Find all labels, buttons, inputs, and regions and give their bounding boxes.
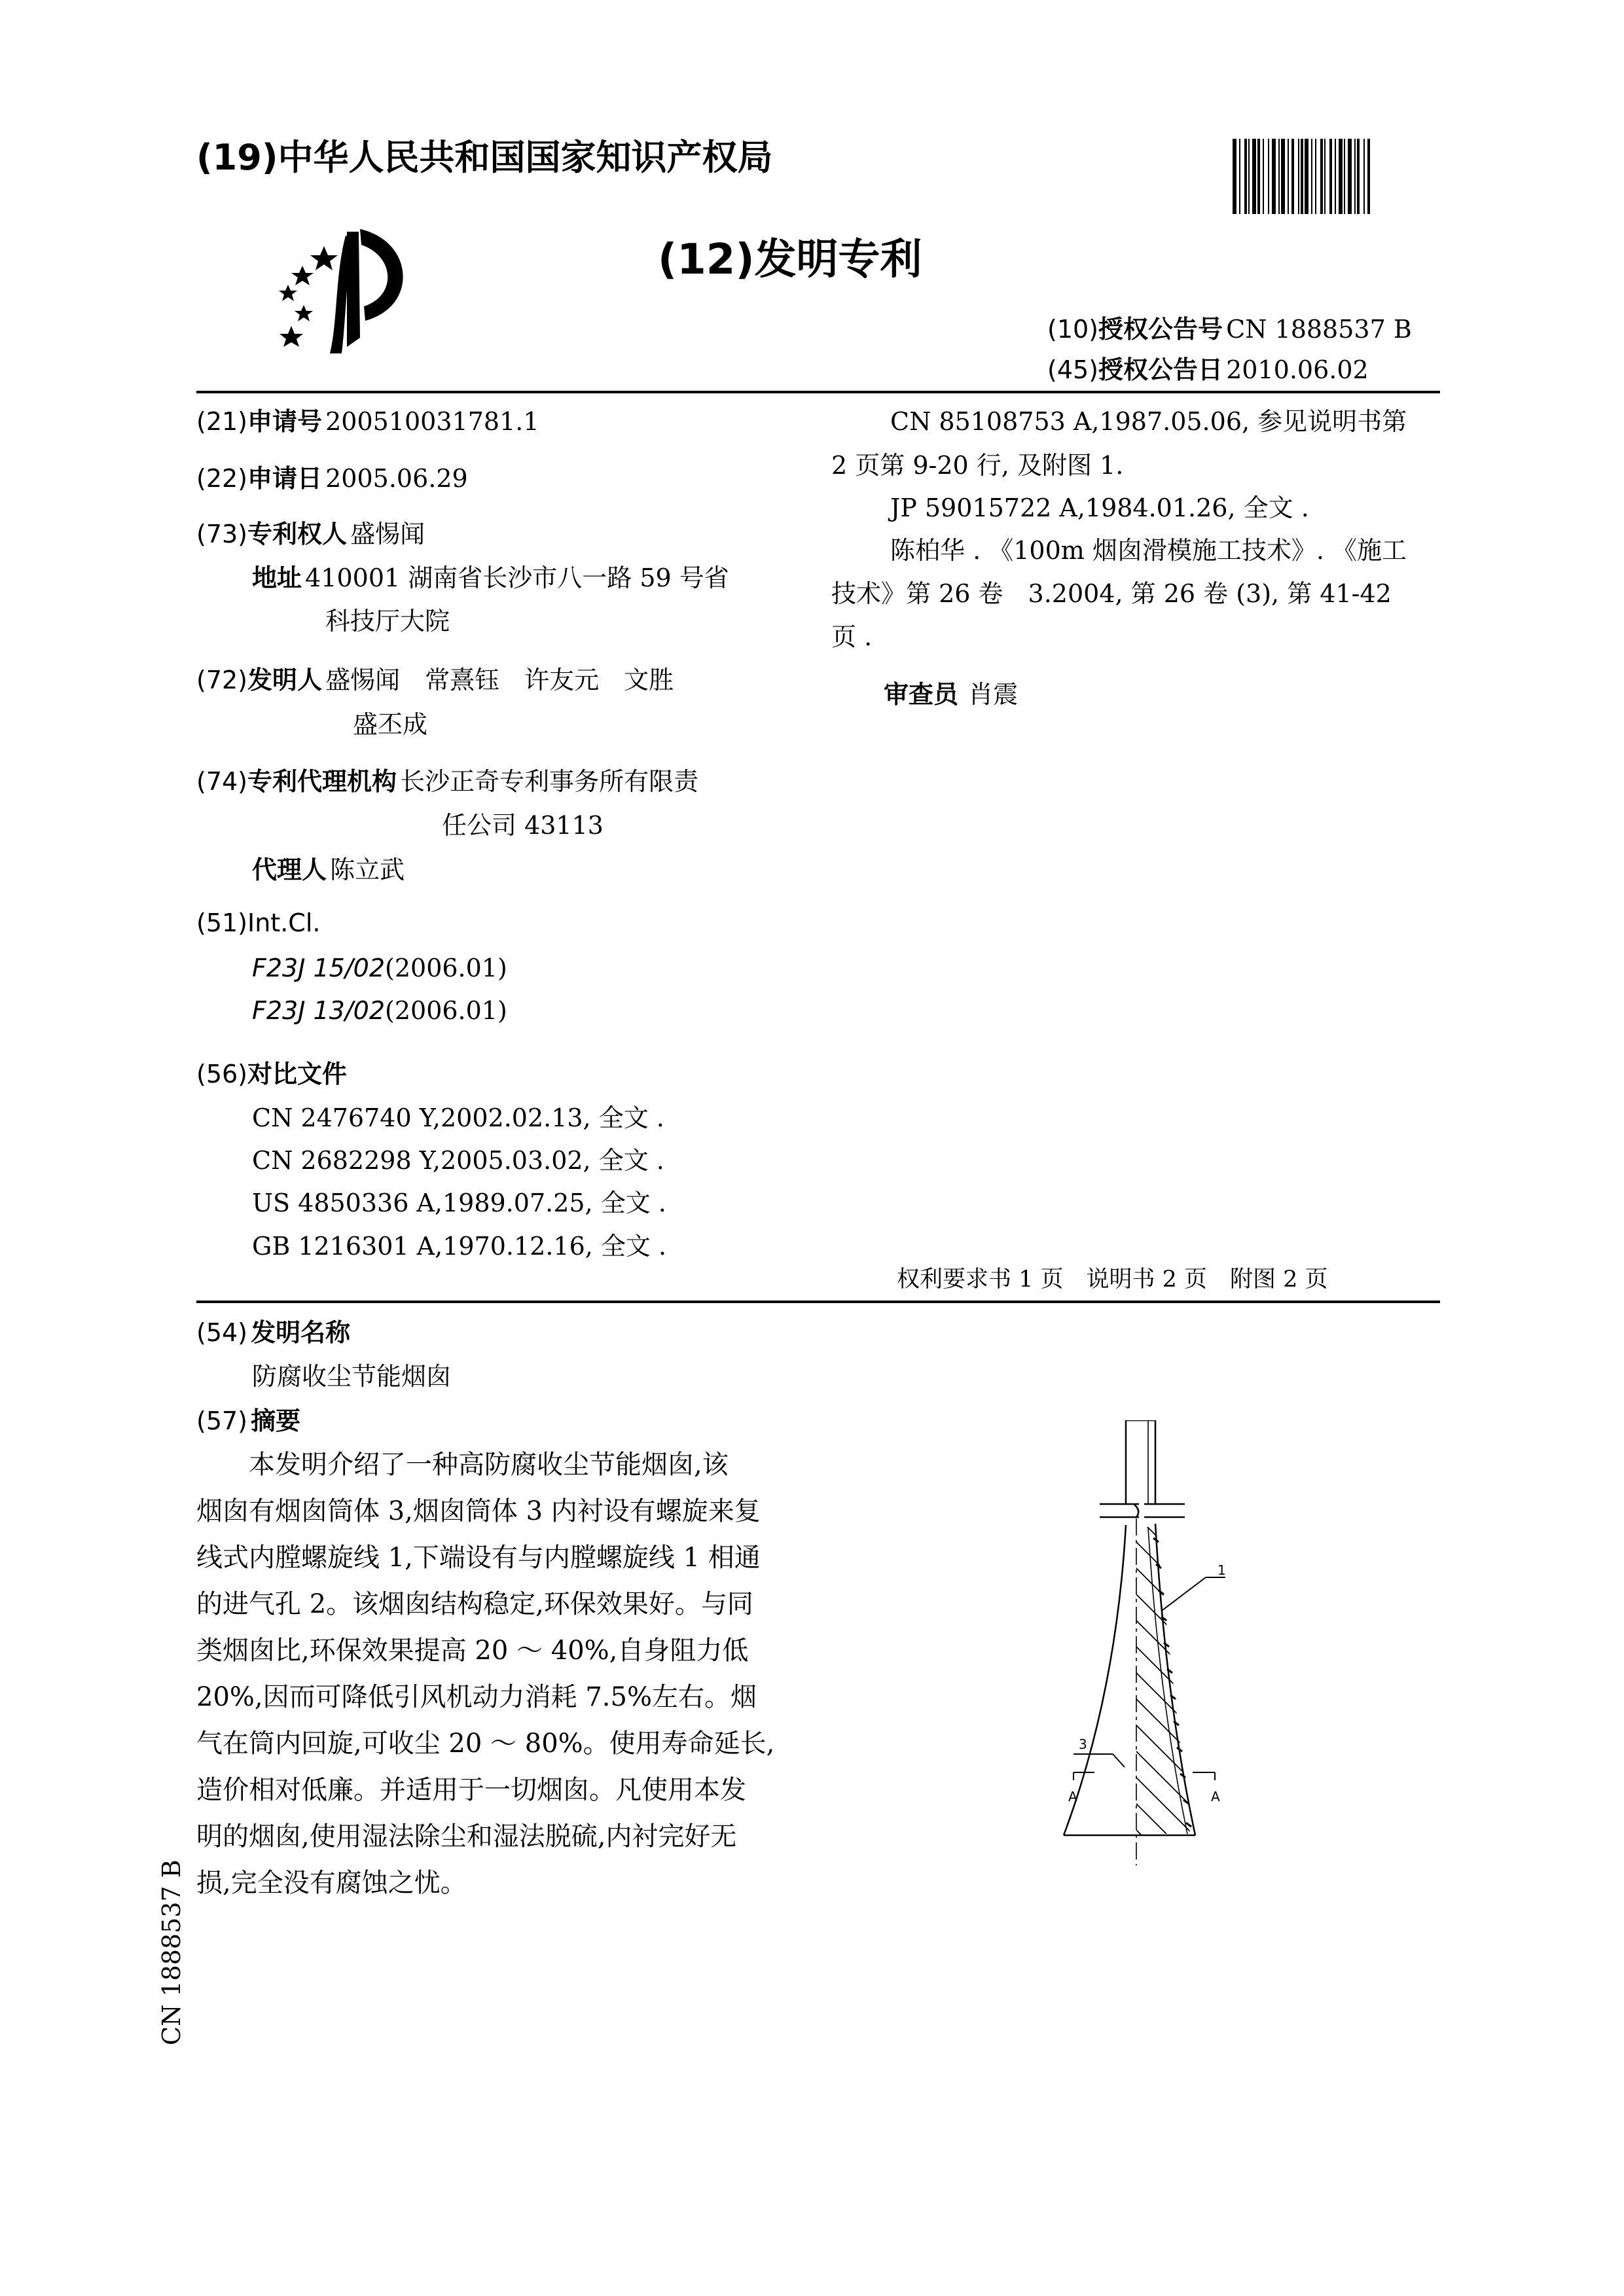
field-code: (21) [196, 407, 248, 436]
field-label: 发明名称 [251, 1318, 351, 1347]
page-counts: 权利要求书 1 页 说明书 2 页 附图 2 页 [897, 1266, 1328, 1293]
field-code: (72) [196, 666, 248, 694]
field-code: (22) [196, 464, 248, 493]
barcode [1233, 139, 1442, 214]
abstract-heading [196, 1401, 300, 1437]
field-label: 摘要 [251, 1407, 301, 1435]
abstract-line: 类烟囱比,环保效果提高 20 ～ 40%,自身阻力低 [196, 1636, 749, 1666]
field-code: (74) [196, 767, 248, 796]
doc-type [658, 226, 922, 286]
cited-reference: GB 1216301 A,1970.12.16, 全文 . [252, 1232, 667, 1261]
cited-reference-continued: 陈柏华 . 《100m 烟囱滑模施工技术》. 《施工 [890, 536, 1407, 565]
header-divider [196, 391, 1440, 393]
ipc-class-version: (2006.01) [385, 954, 507, 982]
field-value: 长沙正奇专利事务所有限责 [400, 767, 699, 796]
cited-reference: US 4850336 A,1989.07.25, 全文 . [252, 1189, 666, 1217]
field-label: 授权公告日 [1098, 355, 1223, 384]
cited-reference-continued: 技术》第 26 卷 3.2004, 第 26 卷 (3), 第 41-42 [831, 579, 1392, 608]
field-label: 申请号 [247, 407, 323, 436]
abstract-line: 20%,因而可降低引风机动力消耗 7.5%左右。烟 [196, 1682, 757, 1712]
field-label: 授权公告号 [1098, 315, 1223, 344]
cited-references-heading [196, 1054, 347, 1090]
abstract-line: 造价相对低廉。并适用于一切烟囱。凡使用本发 [196, 1775, 746, 1805]
field-label: 地址 [252, 564, 302, 592]
application-date [196, 458, 468, 494]
cited-reference-continued: 2 页第 9-20 行, 及附图 1. [831, 451, 1124, 480]
grant-pub-no-value: CN 1888537 B [1226, 315, 1412, 344]
ipc-class-version: (2006.01) [385, 996, 507, 1025]
doc-type-label: 发明专利 [754, 236, 922, 284]
abstract-line: 的进气孔 2。该烟囱结构稳定,环保效果好。与同 [196, 1589, 753, 1619]
abstract-line: 线式内膛螺旋线 1,下端设有与内膛螺旋线 1 相通 [196, 1543, 761, 1573]
field-code: (54) [196, 1318, 248, 1347]
cnipa-logo [262, 223, 419, 353]
patentee [196, 514, 425, 550]
patent-agency [196, 761, 698, 797]
title-heading [196, 1312, 350, 1348]
doc-type-code: (12) [658, 236, 755, 284]
field-label: 代理人 [252, 855, 327, 884]
abstract-line: 气在筒内回旋,可收尘 20 ～ 80%。使用寿命延长, [196, 1729, 775, 1759]
inventors-line-2: 盛丕成 [353, 710, 428, 739]
ipc-class [252, 954, 507, 982]
field-code: (73) [196, 520, 248, 548]
side-publication-number: CN 1888537 B [157, 1859, 186, 2045]
field-value: 410001 湖南省长沙市八一路 59 号省 [305, 564, 729, 592]
agent [252, 850, 405, 886]
grant-pub-no [1047, 309, 1412, 345]
field-value: 200510031781.1 [325, 407, 539, 436]
abstract-text [196, 1442, 774, 1907]
field-value: 陈立武 [330, 855, 405, 884]
cited-reference: CN 2476740 Y,2002.02.13, 全文 . [252, 1103, 664, 1132]
field-value: 2005.06.29 [325, 464, 468, 493]
field-label: 专利代理机构 [247, 767, 397, 796]
grant-date-value: 2010.06.02 [1226, 355, 1369, 384]
section-mark-right: A [1211, 1789, 1220, 1804]
field-value: 盛惕闻 [350, 520, 425, 548]
abstract-line: 本发明介绍了一种高防腐收尘节能烟囱,该 [249, 1450, 729, 1480]
examiner [884, 674, 1018, 710]
abstract-line: 明的烟囱,使用湿法除尘和湿法脱硫,内衬完好无 [196, 1821, 737, 1852]
cited-reference-continued: JP 59015722 A,1984.01.26, 全文 . [890, 493, 1309, 522]
ipc-class-code: F23J 13/02 [252, 996, 386, 1025]
field-code: (56) [196, 1060, 248, 1088]
field-label: 申请日 [247, 464, 323, 493]
section-divider [196, 1300, 1440, 1303]
cited-reference: CN 2682298 Y,2005.03.02, 全文 . [252, 1146, 664, 1175]
chimney-figure [1008, 1420, 1283, 1865]
address-line-2: 科技厅大院 [325, 607, 450, 636]
office-code: (19) [196, 137, 278, 178]
abstract-line: 损,完全没有腐蚀之忧。 [196, 1868, 467, 1898]
field-value: 肖震 [968, 680, 1019, 709]
address [252, 558, 729, 594]
ipc-class-code: F23J 15/02 [252, 954, 386, 982]
ipc-heading [196, 908, 320, 937]
field-label: 审查员 [884, 680, 959, 709]
figure-label-1: 1 [1218, 1562, 1226, 1578]
application-number [196, 401, 539, 437]
cited-reference-continued: 页 . [831, 622, 873, 651]
figure-label-3: 3 [1079, 1736, 1087, 1752]
field-label: Int.Cl. [247, 908, 321, 937]
grant-date [1047, 350, 1369, 386]
field-value: 盛惕闻 常熹钰 许友元 文胜 [325, 666, 674, 694]
section-mark-left: A [1068, 1789, 1077, 1804]
field-code: (51) [196, 908, 248, 937]
abstract-line: 烟囱有烟囱筒体 3,烟囱筒体 3 内衬设有螺旋来复 [196, 1496, 761, 1526]
field-label: 发明人 [247, 666, 323, 694]
field-label: 专利权人 [247, 520, 348, 548]
field-label: 对比文件 [247, 1060, 348, 1088]
office-header [196, 130, 773, 180]
agency-line-2: 任公司 43113 [442, 811, 604, 840]
ipc-class [252, 996, 507, 1025]
field-code: (10) [1047, 315, 1099, 344]
invention-title: 防腐收尘节能烟囱 [252, 1362, 452, 1391]
inventors [196, 660, 674, 696]
office-name: 中华人民共和国国家知识产权局 [278, 137, 773, 178]
field-code: (57) [196, 1407, 248, 1435]
field-code: (45) [1047, 355, 1099, 384]
cited-reference-continued: CN 85108753 A,1987.05.06, 参见说明书第 [890, 407, 1407, 436]
